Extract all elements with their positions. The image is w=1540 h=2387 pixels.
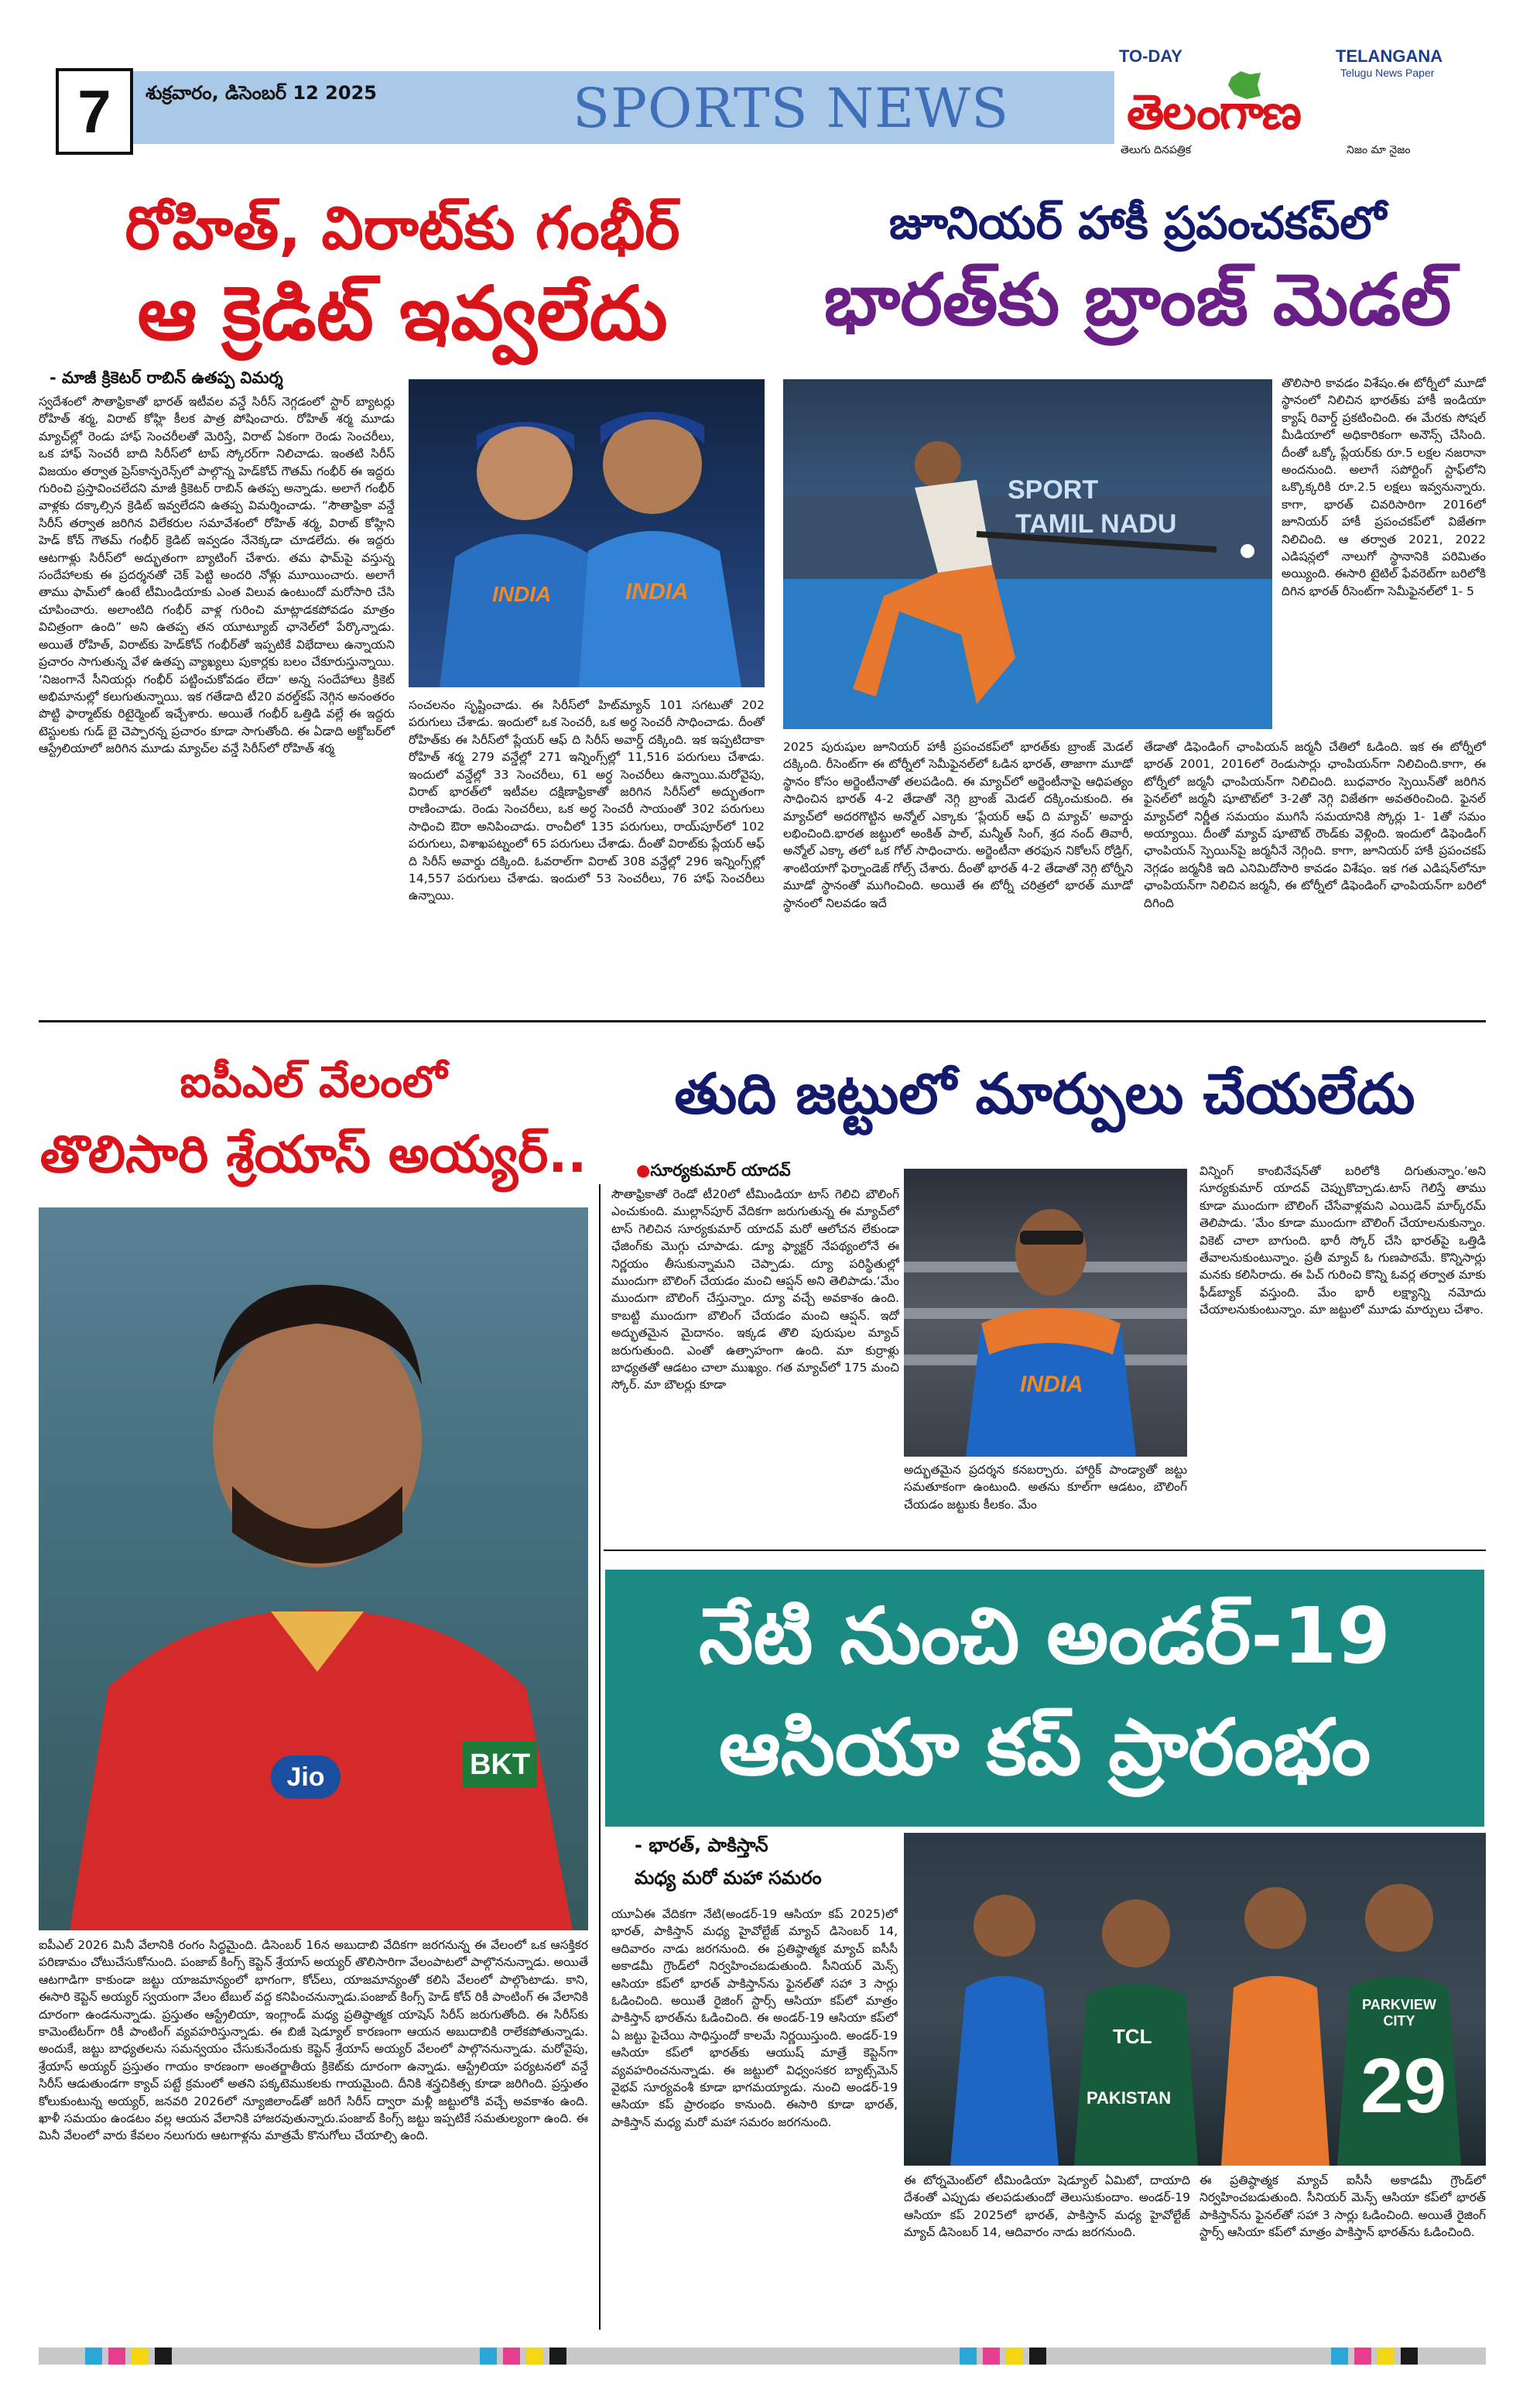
issue-date: శుక్రవారం, డిసెంబర్ 12 2025: [145, 82, 377, 104]
story5-sub-2: మధ్య మరో మహా సమరం: [635, 1867, 822, 1889]
story5-headline-1: నేటి నుంచి అండర్-19: [699, 1591, 1391, 1681]
registration-cyan-4: [1331, 2348, 1348, 2365]
section-title: SPORTS NEWS: [573, 77, 1010, 140]
story2-headline-1: జూనియర్ హాకీ ప్రపంచకప్‌లో: [888, 197, 1387, 249]
registration-black-4: [1401, 2348, 1418, 2365]
logo-tag-right: నిజం మా నైజం: [1347, 144, 1411, 156]
registration-yellow-2: [526, 2348, 543, 2365]
logo-sub: Telugu News Paper: [1340, 67, 1435, 79]
registration-strip: [39, 2348, 1486, 2365]
registration-magenta-3: [983, 2348, 1000, 2365]
story5-sub-1: - భారత్, పాకిస్తాన్: [635, 1834, 768, 1856]
photo-shreyas: [39, 1207, 588, 1930]
u19-jersey-2: PAKISTAN: [1087, 2088, 1172, 2108]
masthead: [0, 0, 1540, 163]
photo-surya: [904, 1169, 1187, 1457]
jersey-text-2: INDIA: [625, 579, 689, 604]
photo-hockey: [783, 379, 1272, 729]
photo-u19: [904, 1833, 1486, 2166]
registration-black-2: [549, 2348, 566, 2365]
story5-headline-2: ఆసియా కప్ ప్రారంభం: [718, 1702, 1371, 1793]
u19-jersey-1: TCL: [1113, 2025, 1152, 2048]
story4-col-c: విన్నింగ్ కాంబినేషన్‌తో బరిలోకి దిగుతున్నాం.’అని సూర్యకుమార్ యాదవ్ చెప్పుకొచ్చాడు.టాస్ గెలిస్తే తాము కూడా ముందుగా బౌలింగ్ చేసేవాళ్లమని ఎయిడెన్ మార్క్‌రమ్ తెలిపాడు. ‘మేం కూడా ముందుగా బౌలింగ్ చేయాలనుకున్నాం. వికెట్ చాలా బాగుంది. భారీ స్కోర్ చేసి భారత్‌పై ఒత్తిడి తేవాలనుకుంటున్నాం. ప్రతీ మ్యాచ్ ఓ గుణపాఠమే. కొన్నిసార్లు మనకు కలిసిరాదు. ఈ పిచ్ గురించి కొన్ని ఓవర్ల తర్వాత మాకు ఫీడ్‌బ్యాక్ వస్తుంది. మేం భారీ లక్ష్యాన్ని నమోదు చేయాలనుకుంటున్నాం. మా జట్టులో మూడు మార్పులు చేశాం.: [1199, 1164, 1486, 1317]
jersey-text-1: INDIA: [492, 582, 552, 606]
story3-headline-2: తొలిసారి శ్రేయాస్ అయ్యర్..: [39, 1125, 587, 1184]
logo-top-right: TELANGANA: [1336, 46, 1443, 66]
story5-banner: [605, 1570, 1484, 1827]
story3-text: ఐపీఎల్ 2026 మినీ వేలానికి రంగం సిద్ధమైంది. డిసెంబర్ 16న అబుదాబి వేదికగా జరగనున్న ఈ వేలంలో ఒక ఆసక్తికర పరిణామం చోటుచేసుకోనుంది. పంజాబ్ కింగ్స్ కెప్టెన్ శ్రేయాస్ అయ్యర్ తొలిసారిగా వేలంపాటలో పాల్గొననున్నాడు. అయితే ఆటగాడిగా కాకుండా జట్టు యాజమాన్యంలో భాగంగా, కోచ్‌లు, యాజమాన్యంతో కలిసి వేలంలో పాల్గొంటాడు. కాని, ఈసారి కెప్టెన్ అయ్యర్ స్వయంగా వేలం టేబుల్ వద్ద కనిపించనున్నాడు.పంజాబ్ కింగ్స్ హెడ్ కోచ్ రికీ పాంటింగ్ ఈ వేలానికి దూరంగా ఉండనున్నాడు. ప్రస్తుతం ఆస్ట్రేలియా, ఇంగ్లాండ్ మధ్య ప్రతిష్ఠాత్మక యాషెస్ సిరీస్ జరుగుతోంది. ఈ సిరీస్‌కు కామెంటేటర్‌గా రికీ పాంటింగ్ వ్యవహరిస్తున్నాడు. ఈ బిజీ షెడ్యూల్ కారణంగా ఆయన అబుదాబికి రాలేకపోతున్నాడు. అందుకే, జట్టు బాధ్యతలను సమన్వయం చేసుకునేందుకు కెప్టెన్ శ్రేయాస్ అయ్యర్ వేలంలో పాల్గొననున్నాడు. మరోవైపు, శ్రేయాస్ అయ్యర్ ప్రస్తుతం గాయం కారణంగా అంతర్జాతీయ క్రికెట్‌కు దూరంగా ఉన్నాడు. ఆస్ట్రేలియా పర్యటనలో వన్డే సిరీస్ ఆడుతుండగా క్యాచ్ పట్టే క్రమంలో అతని పక్కటెముకలకు గాయమైంది. దీనికి శస్త్రచికిత్స కూడా జరిగింది. ప్రస్తుతం కోలుకుంటున్న అయ్యర్, జనవరి 2026లో న్యూజిలాండ్‌తో జరిగే సిరీస్ ద్వారా మళ్లీ జట్టులోకి వచ్చే అవకాశం ఉంది. ఖాళీ సమయం ఉండటం వల్ల ఆయన వేలానికి హాజరవుతున్నారు.పంజాబ్ కింగ్స్ జట్టు ఇప్పటికే సమతుల్యంగా ఉంది. ఈ మినీ వేలంలో వారు కేవలం నలుగురు ఆటగాళ్లను మాత్రమే కొనుగోలు చేయాల్సి ఉంది.: [39, 1938, 588, 2143]
story5-col-c: ఈ ప్రతిష్ఠాత్మక మ్యాచ్ ఐసీసీ అకాడమీ గ్రౌండ్‌లో నిర్వహించబడుతుంది. సీనియర్ మెన్స్ ఆసియా కప్‌లో భారత్ పాకిస్తాన్‌ను ఫైనల్‌తో సహా 3 సార్లు ఓడించింది. అయితే రైజింగ్ స్టార్స్ ఆసియా కప్‌లో మాత్రం పాకిస్తాన్ భారత్‌ను ఓడించింది.: [1199, 2173, 1486, 2240]
story1-col2: సంచలనం సృష్టించాడు. ఈ సిరీస్‌లో హిట్‌మ్యాన్ 101 సగటుతో 202 పరుగులు చేశాడు. ఇందులో ఒక సెంచరీ, ఒక అర్ధ సెంచరీ సాధించాడు. దీంతో రోహిత్‌కు ఈ సిరీస్‌లో ప్లేయర్ ఆఫ్ ది సిరీస్ అవార్డ్ దక్కింది. ఇక ఇప్పటిదాకా రోహిత్ శర్మ 279 వన్డేల్లో 271 ఇన్నింగ్స్‌ల్లో 11,516 పరుగులు చేశాడు. ఇందులో వన్డేల్లో 33 సెంచరీలు, 61 అర్ధ సెంచరీలు ఉన్నాయి.మరోవైపు, విరాట్ భారత్‌లో ఇటీవల దక్షిణాఫ్రికాతో జరిగిన సిరీస్‌లో అద్భుతంగా రాణించాడు. రెండు సెంచరీలు, ఒక అర్ధ సెంచరీ సాయంతో 302 పరుగులు సాధించి ఔరా అనిపించాడు. రాంచీలో 135 పరుగులు, రాయ్‌పూర్‌లో 102 పరుగులు, విశాఖపట్నంలో 65 పరుగులు చేశాడు. దీంతో విరాట్‌కు ప్లేయర్ ఆఫ్ ది సిరీస్ అవార్డు దక్కింది. ఓవరాల్‌గా విరాట్ 308 వన్డేల్లో 296 ఇన్నింగ్స్‌ల్లో 14,557 పరుగులు చేశాడు. ఇందులో 53 సెంచరీలు, 76 హాఫ్ సెంచరీలు ఉన్నాయి.: [409, 698, 765, 903]
hockey-board-text-2: TAMIL NADU: [1015, 509, 1177, 539]
registration-black-3: [1029, 2348, 1046, 2365]
registration-yellow: [132, 2348, 149, 2365]
story4-byline-text: సూర్యకుమార్ యాదవ్: [650, 1161, 791, 1180]
registration-black: [155, 2348, 172, 2365]
registration-cyan-3: [960, 2348, 977, 2365]
story4-col-a: సౌతాఫ్రికాతో రెండో టీ20లో టీమిండియా టాస్ గెలిచి బౌలింగ్ ఎంచుకుంది. ముల్లాన్‌పూర్ వేదికగా జరుగుతున్న ఈ మ్యాచ్‌లో టాస్ గెలిచిన సూర్యకుమార్ యాదవ్ మరో ఆలోచన లేకుండా ఛేజింగ్‌కు మొగ్గు చూపాడు. డ్యూ ఫ్యాక్టర్ నేపథ్యంలోనే ఈ నిర్ణయం తీసుకున్నామని చెప్పాడు. ద్యూ పరిస్థితుల్లో ముందుగా బౌలింగ్ చేయడం మంచి ఆప్షన్ అని తెలిపాడు.‘మేం ముందుగా బౌలింగ్ చేస్తున్నాం. ద్యూ వచ్చే అవకాశం ఉంది. కాబట్టి ముందుగా బౌలింగ్ చేయడం మంచి ఆప్షన్. ఇదో అద్భుతమైన మైదానం. ఇక్కడ తొలి పురుషుల మ్యాచ్ జరుగుతుంది. ఎంతో ఉత్సాహంగా ఉంది. మా కుర్రాళ్లు బాధ్యతతో ఆడటం చాలా ముఖ్యం. గత మ్యాచ్‌లో 175 మంచి స్కోర్. మా బౌలర్లు కూడా: [611, 1187, 899, 1392]
byline-bullet-icon: ●: [636, 1161, 651, 1180]
u19-jersey-number: 29: [1360, 2043, 1447, 2129]
story1-headline-1: రోహిత్, విరాట్‌కు గంభీర్: [125, 193, 680, 262]
newspaper-logo: [1114, 43, 1470, 159]
page-number: 7: [56, 68, 133, 155]
logo-main: తెలంగాణ: [1127, 84, 1300, 140]
divider-vertical: [599, 1184, 601, 2330]
story2-col-a: 2025 పురుషుల జూనియర్ హాకీ ప్రపంచకప్‌లో భారత్‌కు బ్రాంజ్ మెడల్ దక్కింది. రీసెంట్‌గా ఈ టోర్నీలో సెమీఫైనల్‌లో ఓడిన భారత్, తాజాగా మూడో స్థానం కోసం అర్జెంటీనాతో తలపడింది. ఈ మ్యాచ్‌లో అర్జెంటీనాపై ఆధిపత్యం సాధించిన భారత్ 4-2 తేడాతో నెగ్గి బ్రాంజ్ మెడల్ దక్కించుకుంది. ఈ మ్యాచ్‌లో అదరగొట్టిన అన్మోల్ ఎక్కాకు ‘ప్లేయర్ ఆఫ్ ది మ్యాచ్’ అవార్డు లభించింది.భారత జట్టులో అంకిత్ పాల్, మన్మీత్ సింగ్, శ్రద నంద్ తివారీ, అన్మోల్ ఎక్కా తలో ఒక గోల్ సాధించారు. అర్జెంటీనా తరఫున నికోలస్ రోడ్రిగ్, శాంటియాగో ఫెర్నాండెజ్ గోల్స్ చేశారు. దీంతో భారత్ 4-2 తేడాతో నెగ్గి టోర్నీని మూడో స్థానంతో ముగించింది. అయితే ఈ టోర్నీ చరిత్రలో భారత్ మూడో స్థానంలో నిలవడం ఇదే: [783, 740, 1133, 910]
story5-col-b: ఈ టోర్నమెంట్‌లో టీమిండియా షెడ్యూల్ ఏమిటో, దాయాది దేశంతో ఎప్పుడు తలపడుతుందో తెలుసుకుందాం. అండర్-19 ఆసియా కప్ 2025లో భారత్, పాకిస్తాన్ మధ్య హైవోల్టేజ్ మ్యాచ్ డిసెంబర్ 14, ఆదివారం నాడు జరగనుంది.: [904, 2173, 1190, 2240]
story1-byline: - మాజీ క్రికెటర్ రాబిన్ ఉతప్ప విమర్శ: [50, 368, 283, 387]
registration-yellow-4: [1377, 2348, 1395, 2365]
hockey-board-text-1: SPORT: [1008, 475, 1099, 505]
story3-headline-1: ఐపీఎల్ వేలంలో: [180, 1057, 447, 1108]
registration-yellow-3: [1006, 2348, 1023, 2365]
registration-cyan: [85, 2348, 102, 2365]
registration-magenta-2: [503, 2348, 520, 2365]
story4-headline: తుది జట్టులో మార్పులు చేయలేదు: [674, 1061, 1415, 1126]
story5-col-a: యూఏఈ వేదికగా నేటి(అండర్-19 ఆసియా కప్ 2025)లో భారత్, పాకిస్తాన్ మధ్య హైవోల్టేజ్ మ్యాచ్ డిసెంబర్ 14, ఆదివారం నాడు జరగనుంది. ఈ ప్రతిష్ఠాత్మక మ్యాచ్ ఐసీసీ అకాడమీ గ్రౌండ్‌లో నిర్వహించబడుతుంది. సీనియర్ మెన్స్ ఆసియా కప్‌లో భారత్ పాకిస్తాన్‌ను ఫైనల్‌తో సహా 3 సార్లు ఓడించింది. అయితే రైజింగ్ స్టార్స్ ఆసియా కప్‌లో మాత్రం పాకిస్తాన్ భారత్‌ను ఓడించింది. ఈ అండర్-19 ఆసియా కప్‌లో ఏ జట్టు పైచేయి సాధిస్తుందో కాలమే నిర్ణయిస్తుంది. అండర్-19 ఆసియా కప్‌లో భారత్‌కు ఆయుష్ మాత్రే కెప్టెన్‌గా వ్యవహరించనున్నాడు. ఈ జట్టులో విధ్వంసకర బ్యాట్స్‌మెన్ వైభవ్ సూర్యవంశీ కూడా భాగమయ్యాడు. నుంచి అండర్-19 ఆసియా కప్ ప్రారంభం కానుంది. ఈసారి కూడా భారత్, పాకిస్తాన్ మధ్య మరో మహా సమరం జరగనుంది.: [611, 1907, 898, 2129]
divider-top: [39, 1020, 1486, 1022]
registration-magenta-4: [1354, 2348, 1371, 2365]
story1-headline-2: ఆ క్రెడిట్ ఇవ్వలేదు: [137, 270, 668, 357]
story2-headline-2: భారత్‌కు బ్రాంజ్ మెడల్: [823, 259, 1452, 341]
registration-magenta: [108, 2348, 125, 2365]
jersey-sponsor-1: Jio: [271, 1755, 341, 1799]
story2-col-right: తొలిసారి కావడం విశేషం.ఈ టోర్నీలో మూడో స్థానంలో నిలిచిన భారత్‌కు హాకీ ఇండియా క్యాష్ రివార్డ్ ప్రకటించింది. ఈ మేరకు సోషల్ మీడియాలో అధికారికంగా అనౌన్స్ చేసింది. దీంతో ఒక్కో ప్లేయర్‌కు రూ.5 లక్షల నజరానా అందనుంది. అలాగే సపోర్టింగ్ స్టాఫ్‌లోని ఒక్కొక్కరికి రూ.2.5 లక్షలు ఇవ్వనున్నారు. కాగా, భారత్ చివరిసారిగా 2016లో జూనియర్ హాకీ ప్రపంచకప్‌లో విజేతగా నిలిచింది. ఆ తర్వాత 2021, 2022 ఎడిషన్లలో నాలుగో స్థానానికి పరిమితం అయ్యింది. ఈసారి టైటిల్ ఫేవరెట్‌గా బరిలోకి దిగిన భారత్ రీసెంట్‌గా సెమీఫైనల్‌లో 1- 5: [1282, 376, 1486, 598]
story4-byline: [636, 1161, 791, 1184]
story1-col1: స్వదేశంలో సౌతాఫ్రికాతో భారత్ ఇటీవల వన్డే సిరీస్ నెగ్గడంలో స్టార్ బ్యాటర్లు రోహిత్ శర్మ, విరాట్ కోహ్లి కీలక పాత్ర పోషించారు. రోహిత్ శర్మ మూడు మ్యాచ్‌ల్లో రెండు హాఫ్ సెంచరీలతో మెరిస్తే, విరాట్ ఏకంగా రెండు సెంచరీలు, ఒక హాఫ్ సెంచరీ బాది సిరీస్‌లో టాప్ స్కోరర్‌గా నిలిచాడు. ఇంతటి సిరీస్ విజయం తర్వాత ప్రెస్‌కాన్ఫరెన్స్‌లో పాల్గొన్న హెడ్‌కోచ్ గౌతమ్ గంభీర్ ఈ ఇద్దరు గురించి ప్రస్తావించలేదని మాజీ క్రికెటర్ రాబిన్ ఉతప్ప అన్నాడు. అలాగే గంభీర్ వాళ్లకు దక్కాల్సిన క్రెడిట్ ఇవ్వలేదని ఉతప్ప విమర్శించాడు. “సౌతాఫ్రికా వన్డే సిరీస్ తర్వాత జరిగిన విలేకరుల సమావేశంలో రోహిత్ శర్మ, విరాట్ కోహ్లిని హెడ్ కోచ్ గౌతమ్ గంభీర్ క్రెడిట్ ఇవ్వడం నేనెక్కడా చూడలేదు. ఈ ఇద్దరు ఆటగాళ్లు సిరీస్‌లో అద్భుతంగా బ్యాటింగ్ చేశారు. తమ ఫామ్‌పై వస్తున్న సందేహాలకు ఈ ప్రదర్శనతో చెక్ పెట్టి అందరి నోళ్లు మూయించారు. అలాగే తాము ఫామ్‌లో ఉంటే టీమిండియాకు ఎంత విలువ ఉంటుందో మరోసారి చేసి చూపించారు. అలాంటిది గంభీర్ వాళ్ల గురించి మాట్లాడకపోవడం మాత్రం విచిత్రంగా ఉంది” అని ఉతప్ప తన యూట్యూబ్ ఛానెల్‌లో పేర్కొన్నాడు. అయితే రోహిత్, విరాట్‌కు హెడ్‌కోచ్ గంభీర్‌తో ఇప్పటికే విభేదాలు ఉన్నాయని ప్రచారం సాగుతున్న వేళ ఉతప్ప వ్యాఖ్యలు పుకార్లకు బలం చేకూరుస్తున్నాయి. ‘నిజంగానే సీనియర్లు గంభీర్ పట్టించుకోవడం లేదా’ అన్న సందేహాలు క్రికెట్ అభిమానుల్లో కలుగుతున్నాయి. ఇక గతేడాది టీ20 వరల్డ్‌కప్ నెగ్గిన అనంతరం పొట్టి ఫార్మాట్‌కు రిటైర్మెంట్ ఇచ్చేశారు. అయితే గంభీర్ ఒత్తిడి వల్లే ఈ ఇద్దరు టెస్టులకు గుడ్ బై చెప్పారన్న ప్రచారం కూడా సాగుతోంది. ఈ ఏడాది అక్టోబర్‌లో ఆస్ట్రేలియాలో జరిగిన మూడు మ్యాచ్‌ల వన్డే సిరీస్‌లో రోహిత్ శర్మ: [39, 395, 395, 756]
registration-cyan-2: [480, 2348, 497, 2365]
logo-tag-left: తెలుగు దినపత్రిక: [1121, 144, 1192, 156]
photo-rohit-virat: [409, 379, 765, 687]
u19-jersey-3: PARKVIEW CITY: [1362, 1997, 1436, 2029]
story2-col-b: తేడాతో డిఫెండింగ్ ఛాంపియన్ జర్మనీ చేతిలో ఓడింది. ఇక ఈ టోర్నీలో భారత్ 2001, 2016లో రెండుసార్లు ఛాంపియన్‌గా నిలిచింది.కాగా, ఈ టోర్నీలో జర్మనీ ఛాంపియన్‌గా నిలిచింది. బుధవారం స్పెయిన్‌తో జరిగిన ఫైనల్‌లో జర్మనీ షూటౌట్‌లో 3-2తో నెగ్గి విజేతగా అవతరించింది. ఫైనల్ మ్యాచ్‌లో నిర్ణీత సమయం ముగిసే సమయానికి స్కోర్లు 1- 1తో సమం అయ్యాయి. దీంతో మ్యాచ్ షూటౌట్ రౌండ్‌కు వెళ్లింది. ఇందులో డిఫెండింగ్ ఛాంపియన్ స్పెయిన్‌పై జర్మనీనే నెగ్గింది. కాగా, జూనియర్ హాకీ ప్రపంచకప్ నెగ్గడం జర్మనీకి ఇది ఎనిమిదోసారి కావడం విశేషం. ఇక గత ఎడిషన్‌లోనూ ఛాంపియన్‌గా నిలిచిన జర్మనీ, ఈ టోర్నీలో డిఫెండింగ్ ఛాంపియన్‌గా బరిలో దిగింది: [1144, 740, 1486, 910]
surya-jersey-text: INDIA: [1020, 1372, 1083, 1397]
jersey-sponsor-2: BKT: [463, 1741, 537, 1788]
divider-mid: [604, 1550, 1486, 1551]
logo-top-left: TO-DAY: [1119, 46, 1182, 66]
story4-col-b-under: అద్భుతమైన ప్రదర్శన కనబర్చారు. హార్దిక్ పాండ్యాతో జట్టు సమతూకంగా ఉంటుంది. అతను కూల్‌గా ఆడటం, బౌలింగ్ చేయడం జట్టుకు కీలకం. మేం: [904, 1463, 1187, 1512]
